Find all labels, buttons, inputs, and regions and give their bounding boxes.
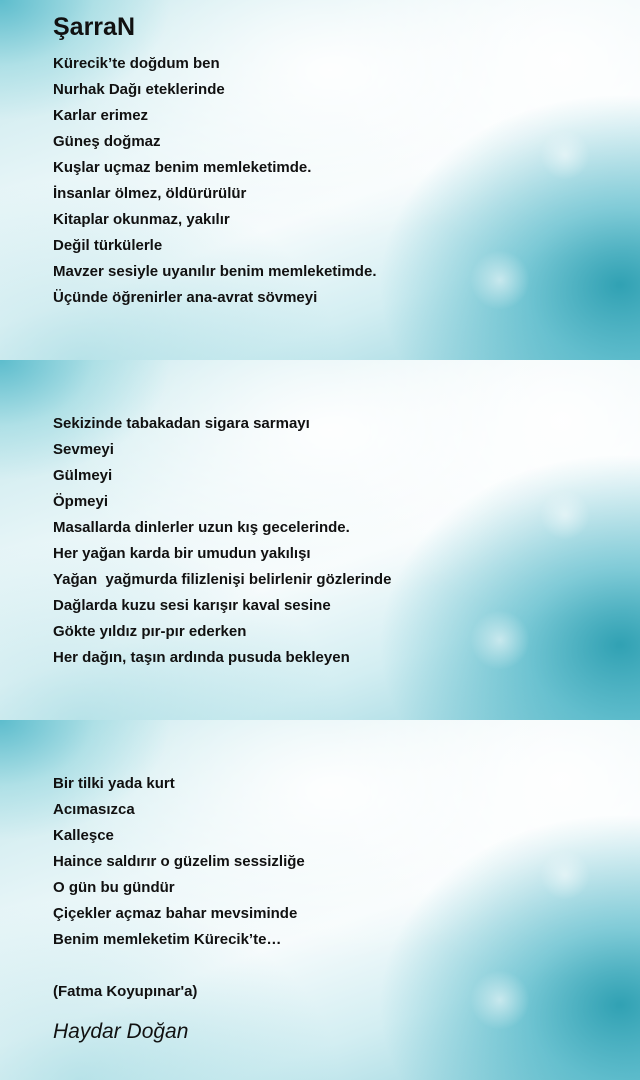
poem-line: Bir tilki yada kurt — [53, 775, 175, 792]
poem-line: Gülmeyi — [53, 467, 113, 484]
poem-panel-1 — [0, 0, 640, 360]
poem-line: Çiçekler açmaz bahar mevsiminde — [53, 905, 298, 922]
poem-title: ŞarraN — [53, 13, 135, 41]
poem-line: Mavzer sesiyle uyanılır benim memleketimde. — [53, 263, 377, 280]
poem-line: Kalleşce — [53, 827, 114, 844]
poem-line: Her yağan karda bir umudun yakılışı — [53, 545, 311, 562]
poem-line: Dağlarda kuzu sesi karışır kaval sesine — [53, 597, 331, 614]
poem-line: Karlar erimez — [53, 107, 149, 124]
poem-panel-2 — [0, 360, 640, 720]
stanza-2 — [53, 411, 391, 671]
author-name: Haydar Doğan — [53, 1020, 189, 1043]
poem-line: Kitaplar okunmaz, yakılır — [53, 211, 230, 228]
poem-line: Acımasızca — [53, 801, 135, 818]
stanza-3 — [53, 771, 305, 953]
poem-line: Sevmeyi — [53, 441, 114, 458]
poem-line: Haince saldırır o güzelim sessizliğe — [53, 853, 305, 870]
poem-line: Yağan yağmurda filizlenişi belirlenir gözlerinde — [53, 571, 392, 588]
poem-line: Üçünde öğrenirler ana-avrat sövmeyi — [53, 289, 318, 306]
poem-line: Değil türkülerle — [53, 237, 163, 254]
stanza-1 — [53, 51, 376, 311]
poem-panel-3 — [0, 720, 640, 1080]
poem-line: İnsanlar ölmez, öldürürülür — [53, 185, 247, 202]
poem-line: Masallarda dinlerler uzun kış gecelerinde. — [53, 519, 350, 536]
poem-line: Nurhak Dağı eteklerinde — [53, 81, 225, 98]
poem-line: Güneş doğmaz — [53, 133, 161, 150]
poem-line: Sekizinde tabakadan sigara sarmayı — [53, 415, 310, 432]
poem-line: Her dağın, taşın ardında pusuda bekleyen — [53, 649, 350, 666]
poem-line: Benim memleketim Kürecik’te… — [53, 931, 282, 948]
poem-line: Gökte yıldız pır-pır ederken — [53, 623, 247, 640]
poem-line: Kuşlar uçmaz benim memleketimde. — [53, 159, 312, 176]
poem-line: Öpmeyi — [53, 493, 109, 510]
poem-line: O gün bu gündür — [53, 879, 175, 896]
dedication: (Fatma Koyupınar'a) — [53, 983, 198, 1000]
poem-line: Kürecik’te doğdum ben — [53, 55, 220, 72]
